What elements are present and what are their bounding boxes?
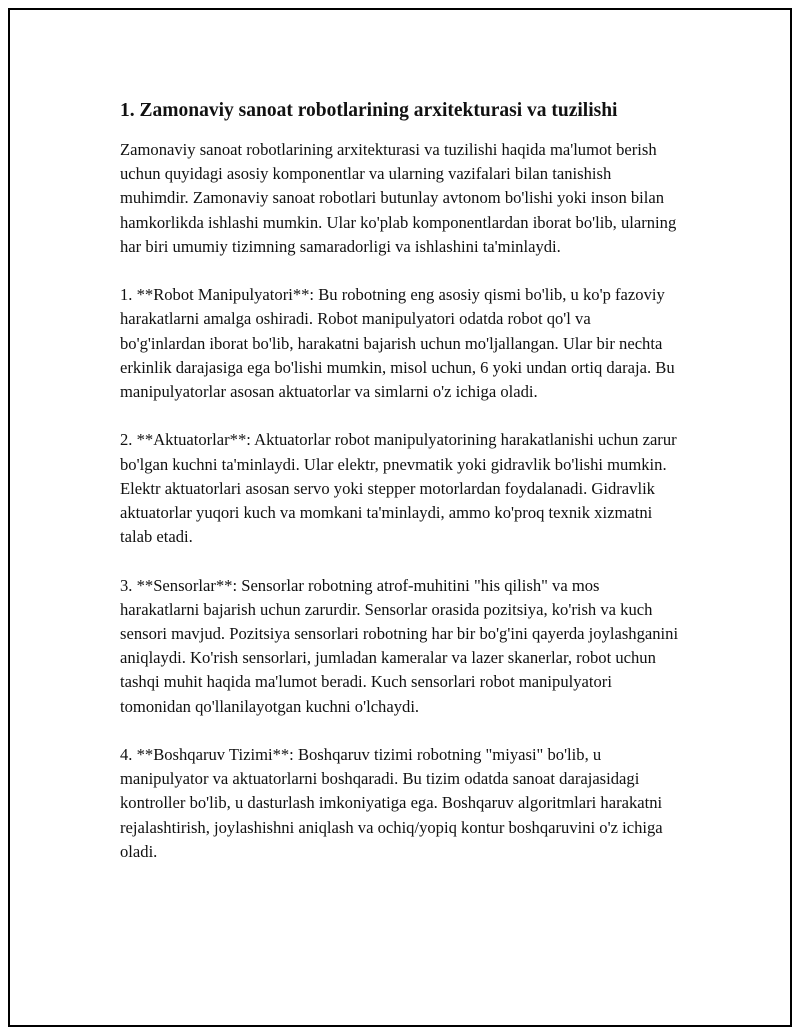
intro-paragraph: Zamonaviy sanoat robotlarining arxitekturasi va tuzilishi haqida ma'lumot berish uchun quyidagi asosiy komponentlar va ularning vazifalari bilan tanishish muhimdir. Zamonaviy sanoat robotlari butunlay avtonom bo'lishi yoki inson bilan hamkorlikda ishlashi mumkin. Ular ko'plab komponentlardan iborat bo'lib, ularning har biri umumiy tizimning samaradorligi va ishlashini ta'minlaydi. xyxy=(120,140,677,256)
robot-manipulator-paragraph: 1. **Robot Manipulyatori**: Bu robotning eng asosiy qismi bo'lib, u ko'p fazoviy harakatlarni amalga oshiradi. Robot manipulyatori odatda robot qo'l va bo'g'inlardan iborat bo'lib, harakatni bajarish uchun mo'ljallangan. Ular bir nechta erkinlik darajasiga ega bo'lishi mumkin, misol uchun, 6 yoki undan ortiq daraja. Bu manipulyatorlar asosan aktuatorlar va simlarni o'z ichiga oladi. xyxy=(120,285,675,402)
control-system-paragraph: 4. **Boshqaruv Tizimi**: Boshqaruv tizimi robotning "miyasi" bo'lib, u manipulyator va aktuatorlarni boshqaradi. Bu tizim odatda sanoat darajasidagi kontroller bo'lib, u dasturlash imkoniyatiga ega. Boshqaruv algoritmlari harakatni rejalashtirish, joylashishni aniqlash va ochiq/yopiq kontur boshqaruvini o'z ichiga oladi. xyxy=(120,745,663,861)
actuators-paragraph: 2. **Aktuatorlar**: Aktuatorlar robot manipulyatorining harakatlanishi uchun zarur bo'lgan kuchni ta'minlaydi. Ular elektr, pnevmatik yoki gidravlik bo'lishi mumkin. Elektr aktuatorlari asosan servo yoki stepper motorlardan foydalanadi. Gidravlik aktuatorlar yuqori kuch va momkani ta'minlaydi, ammo ko'proq texnik xizmatni talab etadi. xyxy=(120,430,677,547)
document-title: 1. Zamonaviy sanoat robotlarining arxitekturasi va tuzilishi xyxy=(120,100,618,121)
sensors-paragraph: 3. **Sensorlar**: Sensorlar robotning atrof-muhitini "his qilish" va mos harakatlarni bajarish uchun zarurdir. Sensorlar orasida pozitsiya, ko'rish va kuch sensori mavjud. Pozitsiya sensorlari robotning har bir bo'g'ini qayerda joylashganini aniqlaydi. Ko'rish sensorlari, jumladan kameralar va lazer skanerlar, robot uchun tashqi muhit haqida ma'lumot beradi. Kuch sensorlari robot manipulyatori tomonidan qo'llanilayotgan kuchni o'lchaydi. xyxy=(120,575,679,716)
page-frame xyxy=(8,8,792,1027)
page-content xyxy=(120,98,680,888)
